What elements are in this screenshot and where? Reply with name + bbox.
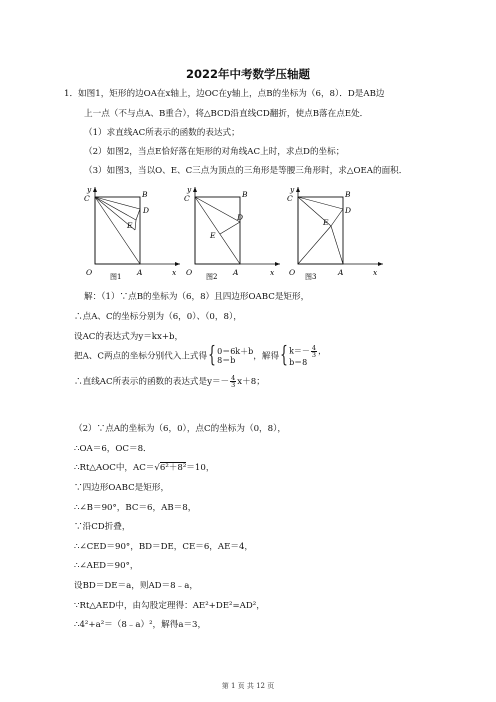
solution-line-1: 解：（1）∵点B的坐标为（6，8）且四边形OABC是矩形， (84, 292, 310, 302)
question-3: （3）如图3，当以O、E、C三点为顶点的三角形是等腰三角形时，求△OEA的面积． (84, 166, 408, 176)
fig1-y-label: y (87, 185, 92, 194)
fig1-caption: 图1 (110, 273, 122, 281)
fig2-c-label: C (184, 194, 190, 203)
fig1-c-label: C (84, 194, 90, 203)
fig3-b-label: B (345, 190, 351, 199)
s4-brace-2: { (280, 343, 288, 368)
fig2-o-label: O (186, 268, 193, 277)
figure-1 (80, 182, 193, 282)
fig3-caption: 图3 (305, 273, 317, 281)
page-footer: 第 1 页 共 12 页 (221, 682, 275, 690)
fig2-d-label: D (237, 213, 244, 222)
fig1-d-label: D (143, 206, 150, 215)
fig2-caption: 图2 (206, 273, 218, 281)
s4-brace-1: { (208, 343, 216, 368)
question-2: （2）如图2，当点E恰好落在矩形的对角线AC上时，求点D的坐标； (84, 147, 345, 157)
fig1-b-label: B (142, 190, 148, 199)
solution-line-2: ∴点A、C的坐标分别为（6，0）、（0，8）， (74, 312, 242, 322)
fig1-o-label: O (86, 268, 93, 277)
figure-3 (283, 182, 393, 282)
figure-2 (180, 182, 290, 282)
problem-line-1: 1．如图1，矩形的边OA在x轴上，边OC在y轴上，点B的坐标为（6，8）．D是AB边 (64, 89, 385, 99)
fig2-x-label: x (270, 268, 275, 277)
s4-mid: ，解得 (253, 351, 280, 362)
part2-line-11: ∴4²+a²＝（8﹣a）²，解得a＝3， (74, 620, 207, 630)
fig3-x-label: x (373, 268, 378, 277)
part2-line-8: ∴∠AED＝90°， (74, 561, 139, 571)
part2-line-7: ∴∠CED＝90°，BD＝DE，CE＝6，AE＝4， (74, 542, 254, 552)
fig1-a-label: A (137, 268, 143, 277)
part2-line-4: ∵四边形OABC是矩形， (74, 483, 170, 493)
fig3-a-label: A (338, 268, 344, 277)
fig2-b-label: B (242, 190, 248, 199)
solution-line-3: 设AC的表达式为y＝kx+b， (74, 332, 184, 342)
s4-system: 0＝6k＋b 8＝b (217, 347, 254, 365)
fig2-a-label: A (233, 268, 239, 277)
fig3-e-label: E (323, 218, 329, 227)
part2-line-3: ∴Rt△AOC中，AC＝√6²＋8²＝10， (74, 463, 215, 473)
part2-line-2: ∴OA＝6，OC＝8． (74, 444, 152, 454)
fig3-y-label: y (290, 185, 295, 194)
s5-fraction: $\frac{4}{3}$ (231, 374, 236, 389)
sqrt-radicand: 6²＋8² (159, 463, 187, 473)
problem-line-2: 上一点（不与点A、B重合），将△BCD沿直线CD翻折，使点B落在点E处． (84, 109, 369, 119)
fig1-x-label: x (172, 268, 177, 277)
fig3-o-label: O (289, 268, 296, 277)
fig2-e-label: E (210, 231, 216, 240)
part2-line-1: （2）∵点A的坐标为（6，0），点C的坐标为（0，8）， (74, 424, 286, 434)
fig1-e-label: E (127, 221, 133, 230)
solution-line-5: ∴直线AC所表示的函数的表达式是y＝－ $\frac{4}{3}$ x＋8； (74, 374, 265, 389)
s4-solution: k＝－ $\frac{4}{3}$ ， b＝8 (289, 344, 327, 367)
fig2-y-label: y (187, 185, 192, 194)
question-1: （1）求直线AC所表示的函数的表达式； (84, 128, 240, 138)
part2-line-10: ∵Rt△AED中，由勾股定理得：AE²+DE²=AD²， (74, 601, 265, 611)
fig3-c-label: C (287, 194, 293, 203)
fig3-d-label: D (345, 206, 352, 215)
part2-line-9: 设BD＝DE＝a，则AD＝8﹣a， (74, 581, 198, 591)
part2-line-6: ∵沿CD折叠， (74, 522, 131, 532)
sqrt-sign: √ (154, 463, 160, 473)
solution-line-4 (74, 345, 326, 368)
part2-line-5: ∴∠B＝90°，BC＝6，AB＝8， (74, 503, 197, 513)
page-title: 2022年中考数学压轴题 (185, 67, 310, 81)
s4-prefix: 把A、C两点的坐标分别代入上式得 (74, 351, 208, 362)
